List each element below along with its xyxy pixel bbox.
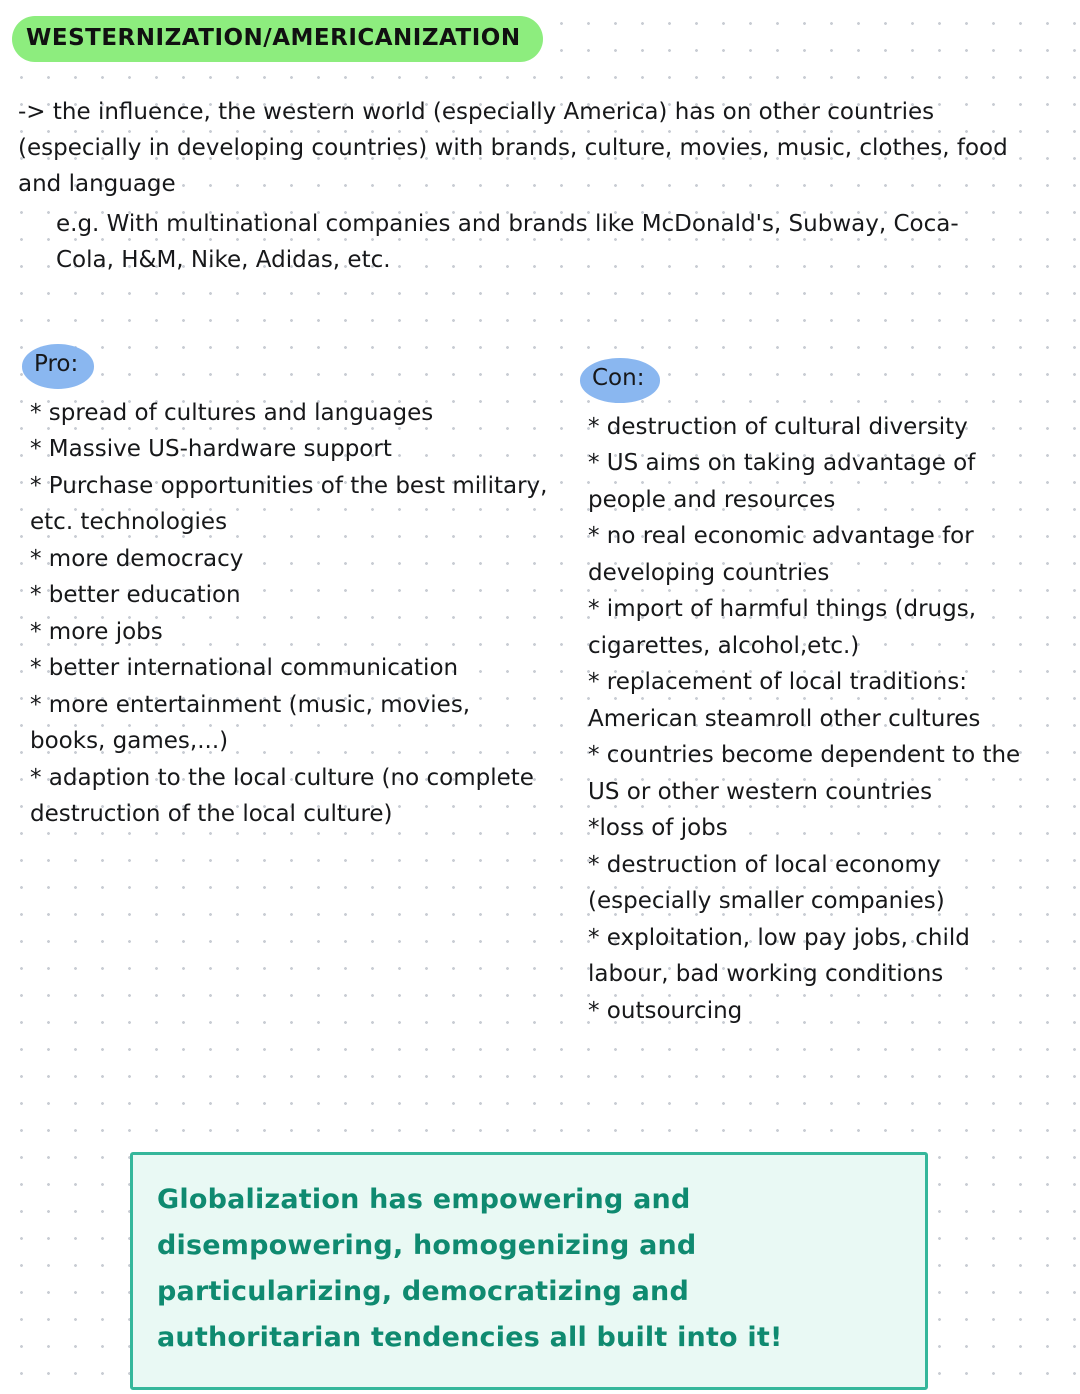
list-item: * Purchase opportunities of the best military, etc. technologies — [30, 472, 548, 535]
intro-text: -> the influence, the western world (especially America) has on other countries (especially in developing countries) with brands, culture, movies, music, clothes, food and language — [18, 99, 1008, 197]
list-item: * outsourcing — [588, 997, 743, 1024]
list-item: * adaption to the local culture (no complete destruction of the local culture) — [30, 764, 534, 827]
list-item: * Massive US-hardware support — [30, 436, 392, 462]
list-item: * countries become dependent to the US or other western countries — [588, 742, 1021, 805]
pro-column — [30, 344, 550, 833]
con-column — [588, 358, 1046, 1029]
list-item: * import of harmful things (drugs, cigarettes, alcohol,etc.) — [588, 596, 977, 659]
pro-label: Pro: — [22, 344, 94, 389]
example-text: e.g. With multinational companies and brands like McDonald's, Subway, Coca-Cola, H&M, Nike, Adidas, etc. — [56, 211, 959, 273]
list-item: * more jobs — [30, 618, 163, 645]
list-item: * better education — [30, 582, 241, 608]
list-item: * more entertainment (music, movies, books, games,...) — [30, 691, 471, 754]
list-item: * more democracy — [30, 545, 244, 572]
list-item: * no real economic advantage for developing countries — [588, 523, 974, 586]
list-item: * better international communication — [30, 655, 459, 681]
list-item: * destruction of local economy (especially smaller companies) — [588, 851, 945, 914]
list-item: * exploitation, low pay jobs, child labour, bad working conditions — [588, 924, 970, 987]
list-item: * US aims on taking advantage of people and resources — [588, 450, 976, 513]
con-label: Con: — [580, 358, 660, 403]
quote-box — [130, 1152, 928, 1390]
list-item: * destruction of cultural diversity — [588, 413, 968, 440]
pro-list — [30, 395, 550, 833]
list-item: * replacement of local traditions: American steamroll other cultures — [588, 669, 981, 732]
con-list — [588, 409, 1046, 1030]
page-title: WESTERNIZATION/AMERICANIZATION — [12, 16, 543, 62]
list-item: * spread of cultures and languages — [30, 399, 434, 426]
quote-text: Globalization has empowering and disempowering, homogenizing and particularizing, democratizing and authoritarian tendencies all built into it! — [157, 1184, 783, 1353]
list-item: *loss of jobs — [588, 815, 728, 841]
